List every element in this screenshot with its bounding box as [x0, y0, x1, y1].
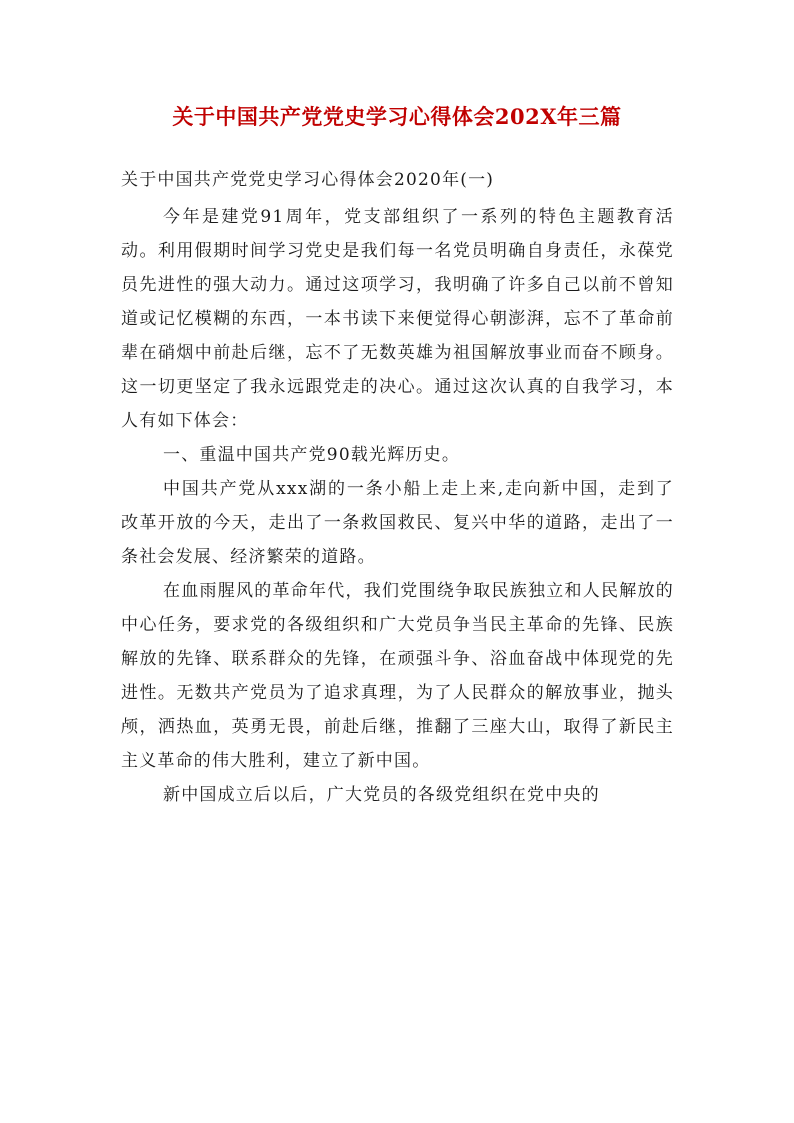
paragraph-revolution: 在血雨腥风的革命年代，我们党围绕争取民族独立和人民解放的中心任务，要求党的各级组织和广大党员争当民主革命的先锋、民族解放的先锋、联系群众的先锋，在顽强斗争、浴血奋战中体现党的先进性。无数共产党员为了追求真理，为了人民群众的解放事业，抛头颅，洒热血，英勇无畏，前赴后继，推翻了三座大山，取得了新民主主义革命的伟大胜利，建立了新中国。 [121, 581, 674, 771]
paragraph-heading-one: 一、重温中国共产党90载光辉历史。 [163, 445, 461, 465]
paragraph-intro: 今年是建党91周年，党支部组织了一系列的特色主题教育活动。利用假期时间学习党史是我们每一名党员明确自身责任，永葆党员先进性的强大动力。通过这项学习，我明确了许多自己以前不曾知道或记忆模糊的东西，一本书读下来便觉得心朝澎湃，忘不了革命前辈在硝烟中前赴后继，忘不了无数英雄为祖国解放事业而奋不顾身。这一切更坚定了我永远跟党走的决心。通过这次认真的自我学习，本人有如下体会： [121, 207, 674, 431]
paragraph-history: 中国共产党从xxx湖的一条小船上走上来,走向新中国，走到了改革开放的今天，走出了一条救国救民、复兴中华的道路，走出了一条社会发展、经济繁荣的道路。 [121, 479, 674, 567]
paragraph-new-china: 新中国成立后以后，广大党员的各级党组织在党中央的 [163, 785, 600, 805]
document-title: 关于中国共产党党史学习心得体会202X年三篇 [172, 104, 622, 129]
section-subtitle: 关于中国共产党党史学习心得体会2020年(一) [121, 170, 495, 190]
body-text [121, 200, 674, 812]
